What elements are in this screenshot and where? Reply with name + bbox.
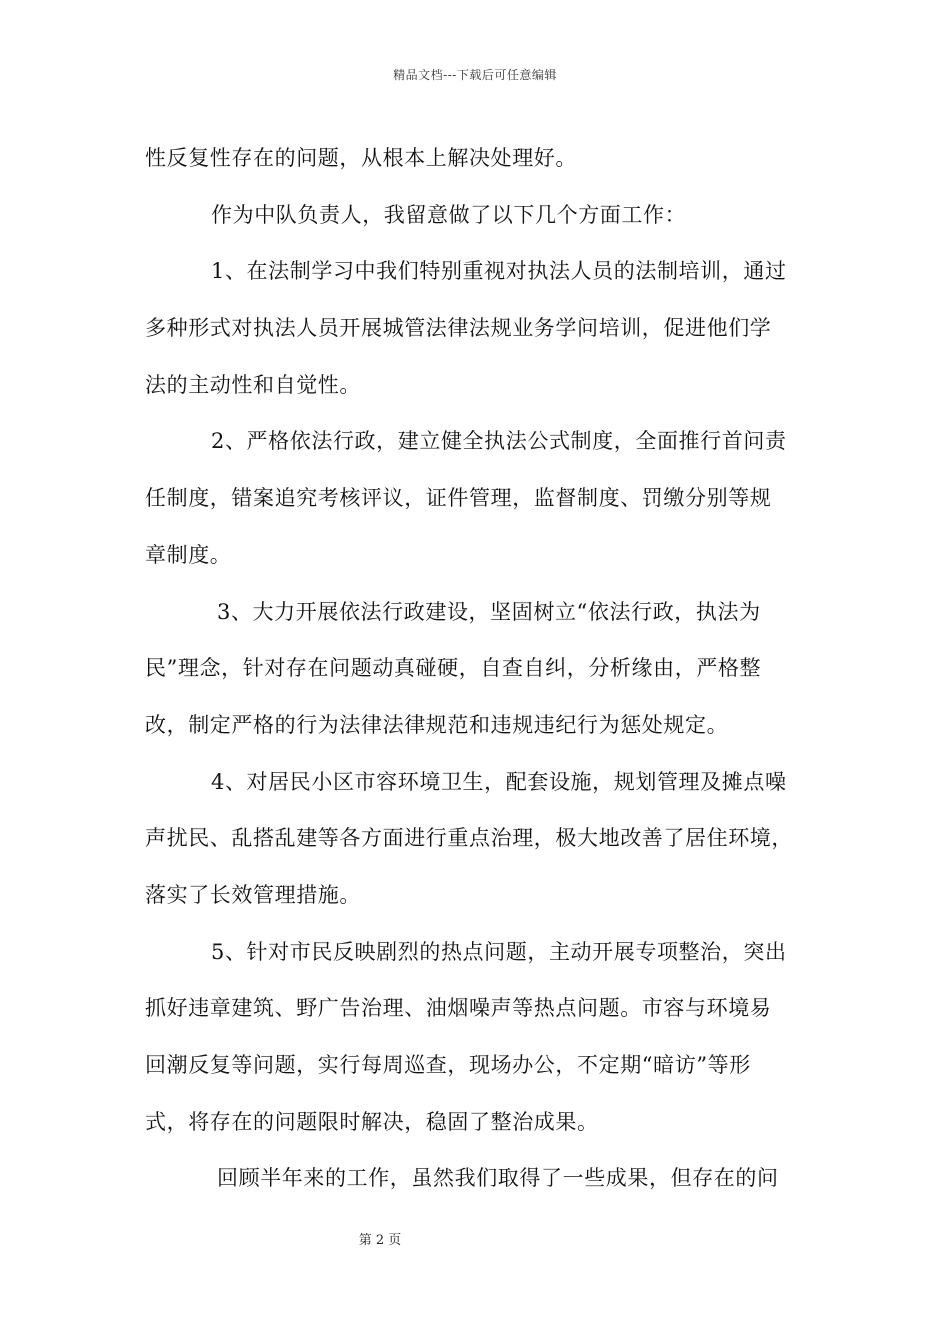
text-line: 1、在法制学习中我们特别重视对执法人员的法制培训，通过 bbox=[211, 259, 787, 284]
text-line: 2、严格依法行政，建立健全执法公式制度，全面推行首问责 bbox=[211, 429, 787, 454]
text-line: 抓好违章建筑、野广告治理、油烟噪声等热点问题。市容与环境易 bbox=[145, 996, 772, 1021]
text-line: 声扰民、乱搭乱建等各方面进行重点治理，极大地改善了居住环境， bbox=[145, 826, 793, 851]
text-line: 改，制定严格的行为法律法律规范和违规违纪行为惩处规定。 bbox=[145, 712, 729, 737]
page-number: 第 2 页 bbox=[358, 1233, 402, 1248]
paragraph-item-4 bbox=[145, 754, 809, 924]
text-line: 落实了长效管理措施。 bbox=[145, 882, 361, 907]
text-line: 4、对居民小区市容环境卫生，配套设施，规划管理及摊点噪 bbox=[211, 769, 787, 794]
text-line: 回潮反复等问题，实行每周巡查，现场办公，不定期“暗访”等形 bbox=[145, 1053, 751, 1077]
document-body bbox=[145, 130, 809, 1207]
text-line: 5、针对市民反映剧烈的热点问题，主动开展专项整治，突出 bbox=[211, 939, 787, 964]
paragraph-item-1 bbox=[145, 243, 809, 413]
paragraph-review bbox=[145, 1150, 809, 1207]
paragraph-item-3 bbox=[145, 584, 809, 754]
text-line: 回顾半年来的工作，虽然我们取得了一些成果，但存在的问 bbox=[217, 1166, 779, 1191]
text-line: 式，将存在的问题限时解决，稳固了整治成果。 bbox=[145, 1109, 599, 1134]
paragraph-item-5 bbox=[145, 924, 809, 1151]
paragraph-item-2 bbox=[145, 413, 809, 583]
text-line: 民”理念，针对存在问题动真碰硬，自查自纠，分析缘由，严格整 bbox=[145, 656, 762, 681]
paragraph-continuation bbox=[145, 130, 809, 187]
text-line: 性反复性存在的问题，从根本上解决处理好。 bbox=[145, 146, 577, 170]
text-line: 多种形式对执法人员开展城管法律法规业务学问培训，促进他们学 bbox=[145, 316, 772, 341]
text-line: 3、大力开展依法行政建设，坚固树立“依法行政，执法为 bbox=[217, 599, 761, 624]
paragraph-intro bbox=[145, 187, 809, 244]
text-line: 章制度。 bbox=[145, 542, 232, 567]
text-line: 任制度，错案追究考核评议，证件管理，监督制度、罚缴分别等规 bbox=[145, 486, 772, 511]
page-header: 精品文档---下载后可任意编辑 bbox=[393, 68, 557, 82]
text-line: 作为中队负责人，我留意做了以下几个方面工作： bbox=[211, 202, 687, 227]
text-line: 法的主动性和自觉性。 bbox=[145, 372, 361, 397]
